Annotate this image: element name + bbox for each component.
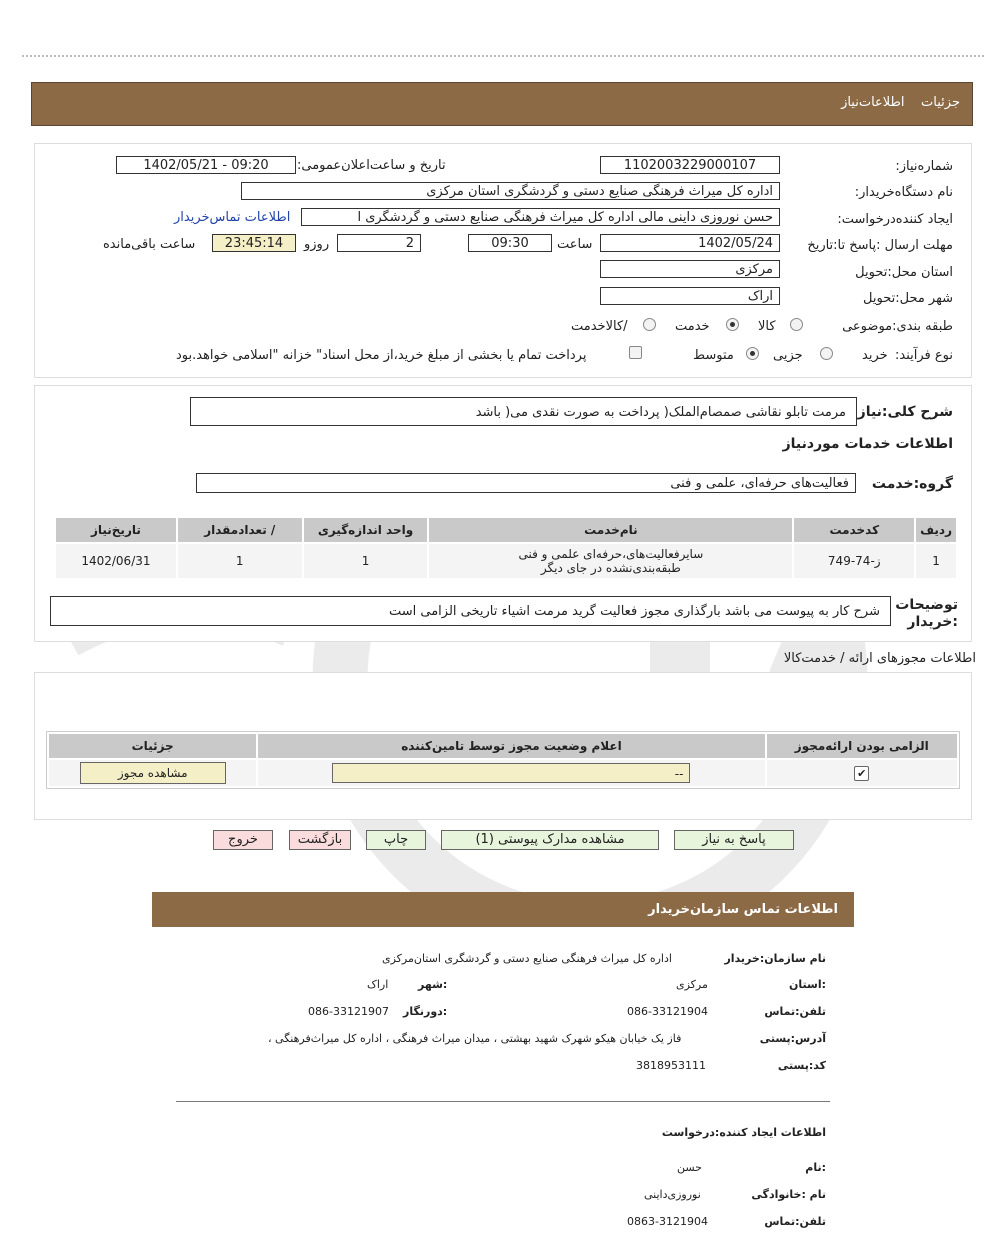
org-label: نام سازمان:خریدار	[724, 952, 826, 965]
fax-value: 086-33121907	[308, 1005, 389, 1018]
col-status: اعلام وضعیت مجوز توسط تامین‌کننده	[258, 734, 764, 758]
need-number-field[interactable]: 1102003229000107	[600, 156, 780, 174]
col-code: کدخدمت	[794, 518, 914, 542]
province-label: استان محل:تحویل	[855, 265, 953, 280]
table-row	[56, 544, 956, 578]
category-service-label: خدمت	[675, 319, 710, 334]
cell-required	[767, 760, 957, 786]
cell-name	[429, 544, 792, 578]
cell-status	[258, 760, 764, 786]
col-name: نام‌خدمت	[429, 518, 792, 542]
city-field[interactable]: اراک	[600, 287, 780, 305]
process-buy-label: خرید	[862, 348, 888, 363]
deadline-label: مهلت ارسال :پاسخ تا:تاریخ	[807, 238, 953, 253]
print-button[interactable]: چاپ	[366, 830, 426, 850]
fax-label: :دورنگار	[403, 1005, 448, 1018]
remaining-time-field: 23:45:14	[212, 234, 296, 252]
process-medium-radio[interactable]	[746, 347, 759, 360]
cell-details	[49, 760, 256, 786]
buyer-org-label: نام دستگاه‌خریدار:	[854, 185, 953, 200]
city-label: شهر محل:تحویل	[863, 291, 953, 306]
need-number-label: شماره‌نیاز:	[895, 159, 953, 174]
category-goods-service-radio[interactable]	[643, 318, 656, 331]
category-service-radio[interactable]	[726, 318, 739, 331]
city-contact-label: :شهر	[418, 978, 448, 991]
required-checkbox[interactable]: ✔	[854, 766, 869, 781]
group-label: گروه:خدمت	[871, 476, 953, 492]
deadline-date-field[interactable]: 1402/05/24	[600, 234, 780, 252]
address-value: فاز یک خیابان هیکو شهرک شهید بهشتی ، میدان میراث فرهنگی ، اداره کل میراث‌فرهنگی ،	[268, 1032, 682, 1045]
cell-unit: 1	[304, 544, 428, 578]
city-contact-value: اراک	[367, 978, 389, 991]
services-title: اطلاعات خدمات موردنیاز	[782, 436, 953, 452]
address-label: آدرس:پستی	[759, 1032, 826, 1045]
province-contact-value: مرکزی	[676, 978, 708, 991]
need-info-panel	[34, 143, 972, 378]
breadcrumb-need-info[interactable]: اطلاعات‌نیاز	[841, 95, 905, 110]
category-goods-label: کالا	[758, 319, 776, 334]
category-goods-service-label: /کالاخدمت	[571, 319, 628, 334]
permits-row	[49, 760, 957, 786]
col-details: جزئیات	[49, 734, 256, 758]
creator-field[interactable]: حسن نوروزی داینی مالی اداره کل میراث فرهنگی صنایع دستی و گردشگری ا	[301, 208, 780, 226]
payment-note: پرداخت تمام یا بخشی از مبلغ خرید،از محل اسناد" خزانه "اسلامی خواهد.بود	[176, 348, 587, 363]
creator-phone-label: تلفن:تماس	[764, 1215, 826, 1228]
col-qty: / تعدادمقدار	[178, 518, 302, 542]
breadcrumb-details[interactable]: جزئیات	[921, 95, 960, 110]
process-medium-label: متوسط	[693, 348, 734, 363]
process-label: نوع فرآیند:	[895, 348, 953, 363]
creator-name-value: حسن	[677, 1161, 702, 1174]
back-button[interactable]: بازگشت	[289, 830, 351, 850]
summary-field[interactable]: مرمت تابلو نقاشی صمصام‌الملک( پرداخت به صورت نقدی می( باشد	[190, 397, 857, 426]
postal-label: کد:پستی	[777, 1059, 826, 1072]
remaining-label: ساعت باقی‌مانده	[103, 237, 196, 252]
buyer-notes-label-2: :خریدار	[907, 614, 958, 630]
process-minor-label: جزیی	[773, 348, 803, 363]
deadline-time-field[interactable]: 09:30	[468, 234, 552, 252]
announce-label: تاریخ و ساعت‌اعلان‌عمومی:	[297, 158, 446, 173]
cell-qty: 1	[178, 544, 302, 578]
services-table-header	[56, 518, 956, 542]
buyer-org-field[interactable]: اداره کل میراث فرهنگی صنایع دستی و گردشگری استان مرکزی	[241, 182, 780, 200]
permit-status-field[interactable]: --	[332, 763, 690, 783]
buyer-notes-label-1: توضیحات	[895, 597, 958, 613]
creator-phone-value: 0863-3121904	[627, 1215, 708, 1228]
reply-button[interactable]: پاسخ به نیاز	[674, 830, 794, 850]
col-row: ردیف	[916, 518, 956, 542]
services-table	[54, 516, 958, 580]
province-contact-label: :استان	[789, 978, 826, 991]
province-field[interactable]: مرکزی	[600, 260, 780, 278]
top-divider	[22, 55, 984, 57]
creator-family-value: نوروزی‌داینی	[644, 1188, 701, 1201]
creator-info-title: اطلاعات ایجاد کننده:درخواست	[661, 1126, 826, 1139]
cell-name-line1: سایرفعالیت‌های،حرفه‌ای علمی و فنی	[518, 547, 704, 561]
days-label: روزو	[304, 237, 330, 252]
page-header-bar	[31, 82, 973, 126]
creator-name-label: :نام	[805, 1161, 826, 1174]
attachments-button[interactable]: مشاهده مدارک پیوستی (1)	[441, 830, 659, 850]
breadcrumb	[841, 95, 960, 110]
deadline-time-label: ساعت	[557, 237, 593, 252]
creator-family-label: نام :خانوادگی	[751, 1188, 826, 1201]
process-minor-radio[interactable]	[820, 347, 833, 360]
cell-row: 1	[916, 544, 956, 578]
creator-label: ایجاد کننده‌درخواست:	[837, 212, 953, 227]
col-required: الزامی بودن ارائه‌مجوز	[767, 734, 957, 758]
summary-label: شرح کلی:نیاز	[857, 404, 953, 420]
col-date: تاریخ‌نیاز	[56, 518, 176, 542]
col-unit: واحد اندازه‌گیری	[304, 518, 428, 542]
org-value: اداره کل میراث فرهنگی صنایع دستی و گردشگری استان‌مرکزی	[382, 952, 672, 965]
group-field[interactable]: فعالیت‌های حرفه‌ای، علمی و فنی	[196, 473, 856, 493]
permits-title: اطلاعات مجوزهای ارائه / خدمت‌کالا	[783, 651, 976, 666]
category-label: طبقه بندی:موضوعی	[842, 319, 953, 334]
cell-code: ز-74-749	[794, 544, 914, 578]
contact-title: اطلاعات تماس سازمان‌خریدار	[648, 902, 838, 917]
category-goods-radio[interactable]	[790, 318, 803, 331]
buyer-notes-field[interactable]: شرح کار به پیوست می باشد بارگذاری مجوز فعالیت گرید مرمت اشیاء تاریخی الزامی است	[50, 596, 891, 626]
cell-name-line2: طبقه‌بندی‌نشده در جای دیگر	[540, 561, 681, 575]
phone-label: تلفن:تماس	[764, 1005, 826, 1018]
cell-date: 1402/06/31	[56, 544, 176, 578]
phone-value: 086-33121904	[627, 1005, 708, 1018]
payment-checkbox[interactable]	[629, 346, 642, 359]
days-field[interactable]: 2	[337, 234, 421, 252]
permits-table-header	[49, 734, 957, 758]
view-permit-button[interactable]: مشاهده مجوز	[80, 762, 226, 784]
contact-header-bar	[152, 892, 854, 927]
contact-divider	[176, 1101, 830, 1102]
exit-button[interactable]: خروج	[213, 830, 273, 850]
postal-value: 3818953111	[636, 1059, 706, 1072]
announce-field[interactable]: 1402/05/21 - 09:20	[116, 156, 296, 174]
permits-table	[46, 731, 960, 789]
buyer-contact-link[interactable]: اطلاعات تماس‌خریدار	[174, 210, 291, 225]
